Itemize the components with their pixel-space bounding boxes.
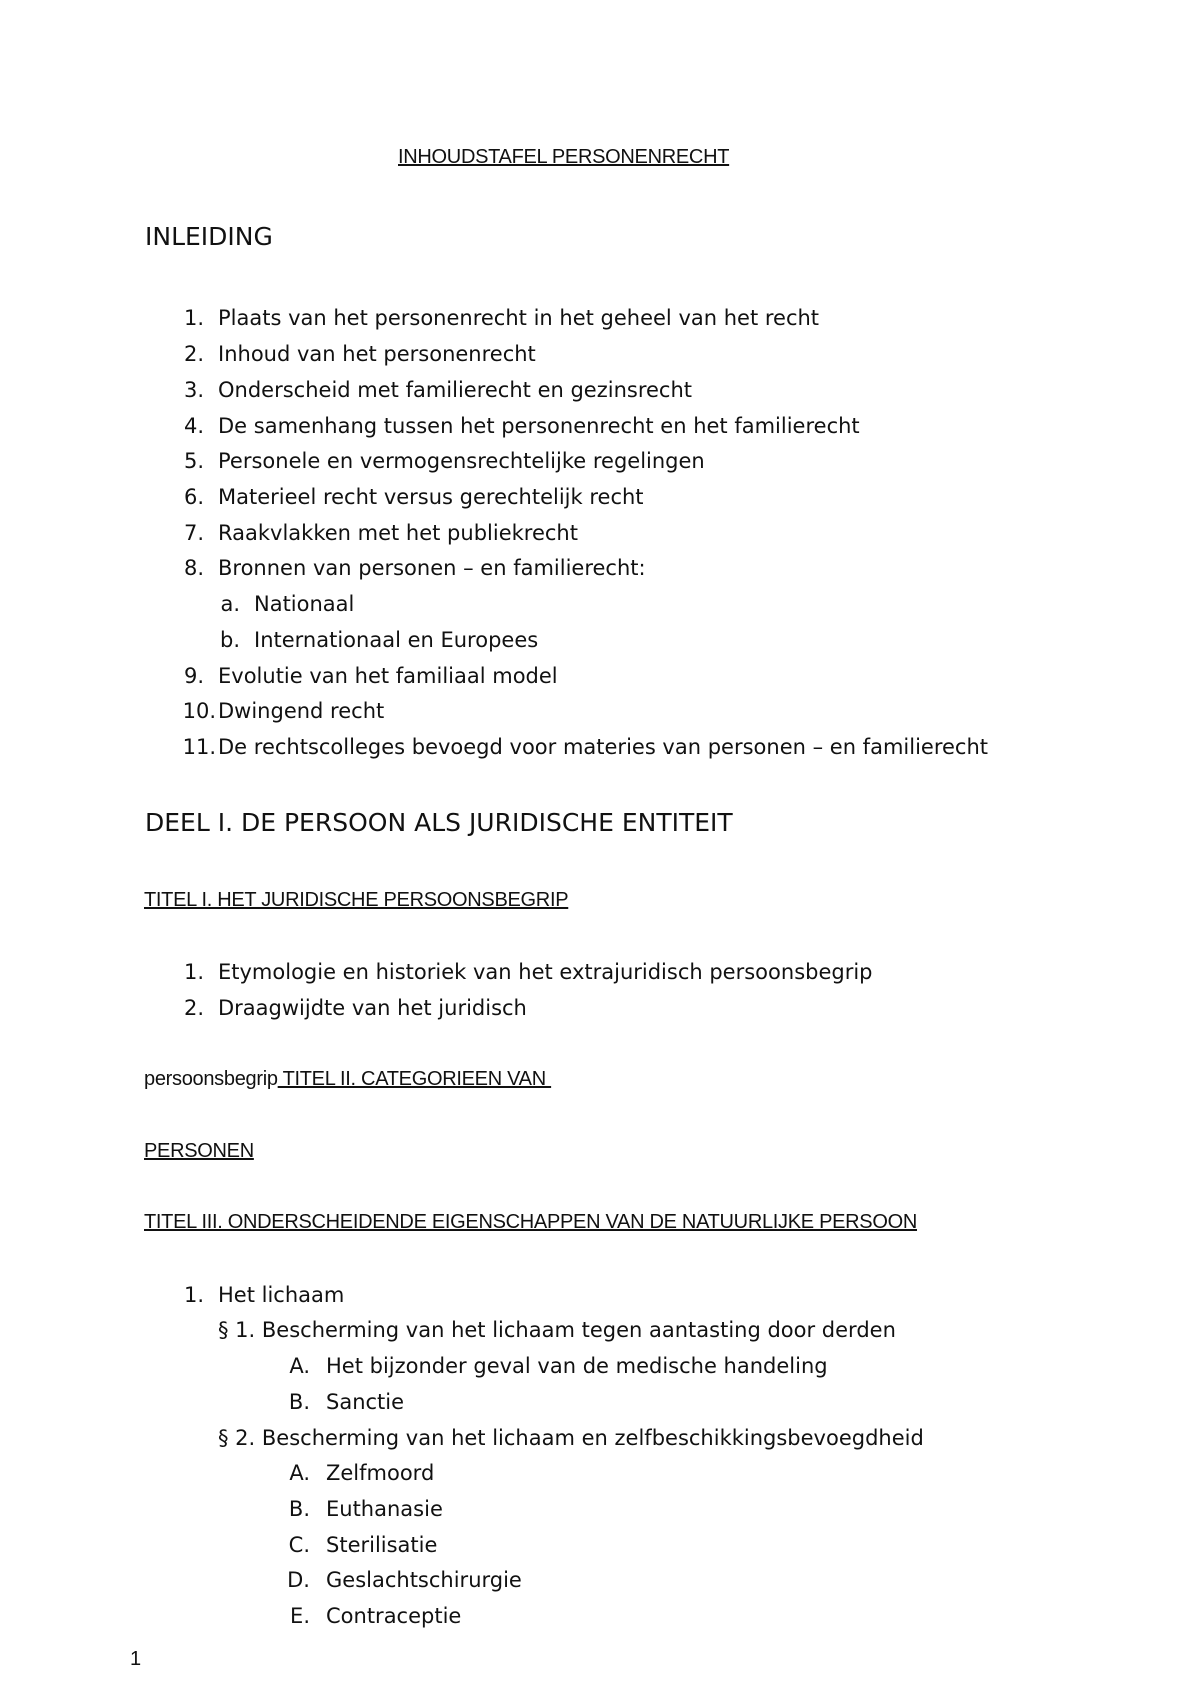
- list-item-text: Raakvlakken met het publiekrecht: [218, 521, 578, 545]
- list-number: 11.: [182, 735, 216, 759]
- list-item-text: Materieel recht versus gerechtelijk recht: [218, 485, 644, 509]
- list-item-text: Sterilisatie: [326, 1533, 438, 1557]
- list-number: 2.: [183, 996, 204, 1020]
- list-number: 1.: [183, 960, 204, 984]
- list-number: 3.: [183, 378, 204, 402]
- list-letter: D.: [287, 1568, 310, 1592]
- list-item-text: Contraceptie: [326, 1604, 462, 1628]
- list-letter: B.: [288, 1497, 310, 1521]
- page-number: 1: [130, 1648, 142, 1670]
- list-item-text: Personele en vermogensrechtelijke regelingen: [218, 449, 705, 473]
- list-item-text: Internationaal en Europees: [254, 628, 539, 652]
- section-heading-inleiding: INLEIDING: [145, 222, 273, 251]
- list-number: 5.: [183, 449, 204, 473]
- list-number: 10.: [182, 699, 216, 723]
- list-letter: E.: [290, 1604, 310, 1628]
- list-item-text: De samenhang tussen het personenrecht en het familierecht: [218, 414, 860, 438]
- list-letter: b.: [219, 628, 240, 652]
- list-item-text: Bronnen van personen – en familierecht:: [218, 556, 646, 580]
- list-item-text: Plaats van het personenrecht in het geheel van het recht: [218, 306, 820, 330]
- list-letter: a.: [220, 592, 240, 616]
- list-item-text: Onderscheid met familierecht en gezinsrecht: [218, 378, 693, 402]
- list-item-text: De rechtscolleges bevoegd voor materies van personen – en familierecht: [218, 735, 989, 759]
- list-letter: C.: [288, 1533, 310, 1557]
- titel-2-heading-continued: PERSONEN: [144, 1140, 254, 1162]
- paragraph-item: § 2. Bescherming van het lichaam en zelfbeschikkingsbevoegdheid: [218, 1426, 924, 1450]
- list-item-text: Het lichaam: [218, 1283, 345, 1307]
- document-title: INHOUDSTAFEL PERSONENRECHT: [398, 146, 730, 168]
- list-letter: A.: [289, 1354, 310, 1378]
- list-number: 1.: [183, 1283, 204, 1307]
- list-item-text: Etymologie en historiek van het extrajuridisch persoonsbegrip: [218, 960, 873, 984]
- list-number: 2.: [183, 342, 204, 366]
- list-number: 7.: [183, 521, 204, 545]
- list-item-text: Inhoud van het personenrecht: [218, 342, 536, 366]
- list-letter: A.: [289, 1461, 310, 1485]
- list-item-text: Geslachtschirurgie: [326, 1568, 522, 1592]
- titel-1-heading: TITEL I. HET JURIDISCHE PERSOONSBEGRIP: [144, 889, 569, 911]
- list-number: 4.: [183, 414, 204, 438]
- list-number: 6.: [183, 485, 204, 509]
- titel-3-heading: TITEL III. ONDERSCHEIDENDE EIGENSCHAPPEN VAN DE NATUURLIJKE PERSOON: [144, 1211, 918, 1233]
- list-number: 9.: [183, 664, 204, 688]
- list-item-text: Het bijzonder geval van de medische handeling: [326, 1354, 828, 1378]
- list-item-text: Euthanasie: [326, 1497, 443, 1521]
- titel-2-heading: TITEL II. CATEGORIEEN VAN: [277, 1068, 552, 1090]
- paragraph-item: § 1. Bescherming van het lichaam tegen aantasting door derden: [218, 1318, 896, 1342]
- list-item-text: Draagwijdte van het juridisch: [218, 996, 527, 1020]
- section-heading-deel-1: DEEL I. DE PERSOON ALS JURIDISCHE ENTITEIT: [145, 808, 733, 837]
- list-item-text: Zelfmoord: [326, 1461, 435, 1485]
- continued-text: persoonsbegrip: [144, 1068, 278, 1090]
- list-item-text: Dwingend recht: [218, 699, 385, 723]
- list-item-text: Nationaal: [254, 592, 355, 616]
- list-item-text: Sanctie: [326, 1390, 405, 1414]
- titel-2-line: [144, 1068, 551, 1091]
- list-letter: B.: [288, 1390, 310, 1414]
- list-number: 1.: [183, 306, 204, 330]
- list-number: 8.: [183, 556, 204, 580]
- list-item-text: Evolutie van het familiaal model: [218, 664, 558, 688]
